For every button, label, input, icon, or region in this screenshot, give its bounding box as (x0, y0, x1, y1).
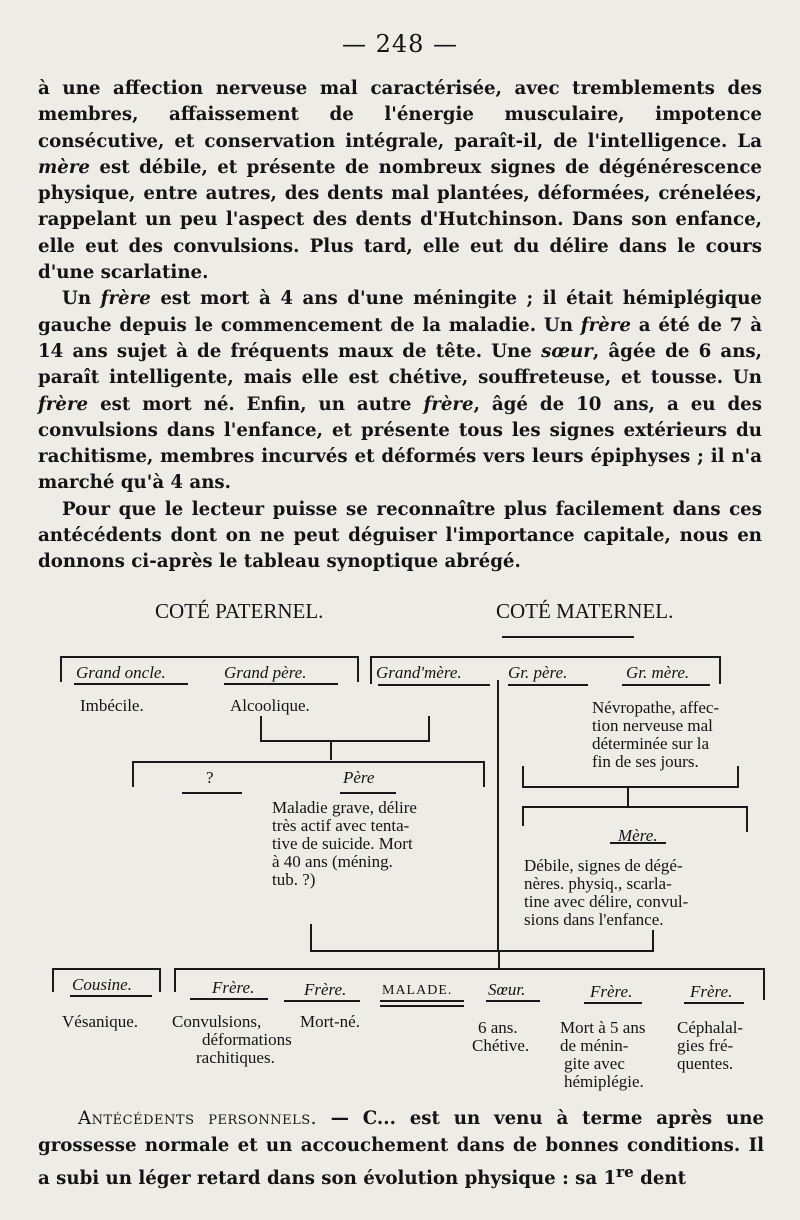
text-run: Un (62, 288, 101, 310)
side-paternal-label: COTÉ PATERNEL. (155, 599, 324, 623)
description-line: nères. physiq., scarla- (524, 874, 672, 893)
soeur-label: Sœur. (488, 980, 526, 999)
line (330, 742, 332, 760)
text-run: est mort à 4 ans d'une méningite ; il était hémiplégique gauche depuis le commencement de la maladie. Un (38, 288, 762, 336)
description-line: Céphalal- (677, 1018, 744, 1037)
line (498, 952, 500, 968)
emphasis: frère (100, 288, 151, 310)
main-text (38, 76, 762, 576)
grand-pere-label: Grand père. (224, 663, 307, 682)
description-line: 6 ans. (478, 1018, 518, 1037)
paragraph-antecedents (38, 1106, 764, 1193)
line (132, 761, 134, 787)
line (522, 786, 739, 788)
line (70, 995, 152, 997)
description-line: Maladie grave, délire (272, 798, 417, 817)
line (508, 684, 588, 686)
line (370, 656, 372, 684)
paragraph-3: Pour que le lecteur puisse se reconnaître plus facilement dans ces antécédents dont on ne peut déguiser l'importance capitale, nous en donnons ci-après le tableau synoptique abrégé. (38, 498, 762, 573)
description-line: très actif avec tenta- (272, 816, 410, 835)
gr-mere-maternal-label: Gr. mère. (626, 663, 690, 682)
text-run: dent (633, 1168, 687, 1190)
emphasis: frère (38, 393, 89, 415)
line (174, 968, 176, 992)
description-line: rachitiques. (196, 1048, 275, 1067)
line (260, 740, 430, 742)
line (310, 950, 654, 952)
emphasis: mère (38, 156, 90, 178)
description-line: gite avec (564, 1054, 625, 1073)
emphasis: frère (423, 393, 474, 415)
line (310, 924, 312, 950)
line (737, 766, 739, 786)
description-line: tion nerveuse mal (592, 716, 713, 735)
page-number: — 248 — (341, 30, 459, 58)
description-line: de ménin- (560, 1036, 629, 1055)
line (357, 656, 359, 682)
frere-2-description: Mort-né. (300, 1012, 360, 1031)
emphasis: sœur (541, 340, 593, 362)
description-line: fin de ses jours. (592, 752, 699, 771)
description-line: Débile, signes de dégé- (524, 856, 683, 875)
line (260, 716, 262, 740)
description-line: déterminée sur la (592, 734, 710, 753)
line (522, 806, 524, 826)
section-heading: Antécédents personnels. (78, 1108, 317, 1129)
line (74, 683, 188, 685)
footer-paragraph (38, 1106, 764, 1193)
line (190, 998, 268, 1000)
malade-label: MALADE. (382, 983, 453, 998)
line (483, 761, 485, 787)
line (497, 680, 499, 950)
description-line: tive de suicide. Mort (272, 834, 413, 853)
line (522, 766, 524, 786)
description-line: gies fré- (677, 1036, 734, 1055)
line (52, 968, 160, 970)
line (52, 968, 54, 992)
description-line: sions dans l'enfance. (524, 910, 664, 929)
line (746, 806, 748, 832)
paragraph-1 (38, 76, 762, 286)
line (182, 792, 242, 794)
text-run: a été de 7 à 14 ans sujet à de fréquents maux de tête. Une (38, 314, 762, 362)
text-run: , âgé de 10 ans, a eu des convulsions dans l'enfance, et présente tous les signes extérieurs du rachitisme, membres incurvés et déformés vers leurs épiphyses ; il n'a marché qu'à 4 ans. (38, 393, 762, 494)
text-run: est mort né. Enfin, un autre (88, 393, 424, 415)
unknown-marker: ? (206, 768, 214, 787)
frere-2-label: Frère. (304, 980, 347, 999)
side-maternal-label: COTÉ MATERNEL. (496, 599, 674, 623)
line (132, 761, 484, 763)
grand-oncle-label: Grand oncle. (76, 663, 166, 682)
text-run: à une affection nerveuse mal caractérisée, avec tremblements des membres, affaissement de l'énergie musculaire, impotence consécutive, et conservation intégrale, paraît-il, de l'intelligence. La (38, 78, 762, 152)
line (378, 684, 490, 686)
gr-pere-maternal-label: Gr. père. (508, 663, 568, 682)
frere-4-label: Frère. (690, 982, 733, 1001)
emphasis: frère (580, 314, 631, 336)
description-line: Chétive. (472, 1036, 530, 1055)
pere-label: Père (343, 768, 375, 787)
text-run: — C... est un venu à terme après une grossesse normale et un accouchement dans de bonnes conditions. Il a subi un léger retard dans son évolution physique : sa 1 (38, 1108, 765, 1190)
grand-oncle-description: Imbécile. (80, 696, 144, 715)
text-run: , âgée de 6 ans, paraît intelligente, mais elle est chétive, souffreteuse, et tousse. Un (38, 340, 763, 389)
description-line: Névropathe, affec- (592, 698, 720, 717)
line (60, 656, 62, 682)
paragraph-2 (38, 286, 762, 496)
line (340, 792, 396, 794)
line (380, 1005, 464, 1007)
line (370, 656, 720, 658)
line (428, 716, 430, 740)
description-line: hémiplégie. (564, 1072, 644, 1091)
grand-mere-label: Grand'mère. (376, 663, 462, 682)
line (763, 968, 765, 1000)
frere-3-label: Frère. (590, 982, 633, 1001)
line (684, 1002, 744, 1004)
cousine-description: Vésanique. (62, 1012, 139, 1031)
description-line: déformations (202, 1030, 292, 1049)
text-run: est débile, et présente de nombreux signes de dégénérescence physique, entre autres, des dents mal plantées, déformées, crénelées, rappelant un peu l'aspect des dents d'Hutchinson. Dans son enfance, elle eut des convulsions. Plus tard, elle eut du délire dans le cours d'une scarlatine. (38, 156, 762, 284)
superscript: re (616, 1163, 634, 1182)
description-line: à 40 ans (méning. (272, 852, 393, 871)
line (502, 636, 634, 638)
grand-pere-description: Alcoolique. (230, 696, 310, 715)
line (584, 1002, 642, 1004)
description-line: tine avec délire, convul- (524, 892, 689, 911)
description-line: Mort à 5 ans (560, 1018, 646, 1037)
line (652, 930, 654, 950)
line (159, 968, 161, 992)
line (486, 1000, 540, 1002)
line (224, 683, 338, 685)
description-line: tub. ?) (272, 870, 316, 889)
line (380, 1000, 464, 1002)
line (60, 656, 358, 658)
mere-label: Mère. (618, 826, 658, 845)
description-line: Convulsions, (172, 1012, 262, 1031)
line (284, 1000, 360, 1002)
line (622, 684, 710, 686)
line (522, 806, 748, 808)
frere-1-label: Frère. (212, 978, 255, 997)
line (174, 968, 764, 970)
line (719, 656, 721, 684)
cousine-label: Cousine. (72, 975, 132, 994)
line (627, 788, 629, 806)
description-line: quentes. (677, 1054, 734, 1073)
